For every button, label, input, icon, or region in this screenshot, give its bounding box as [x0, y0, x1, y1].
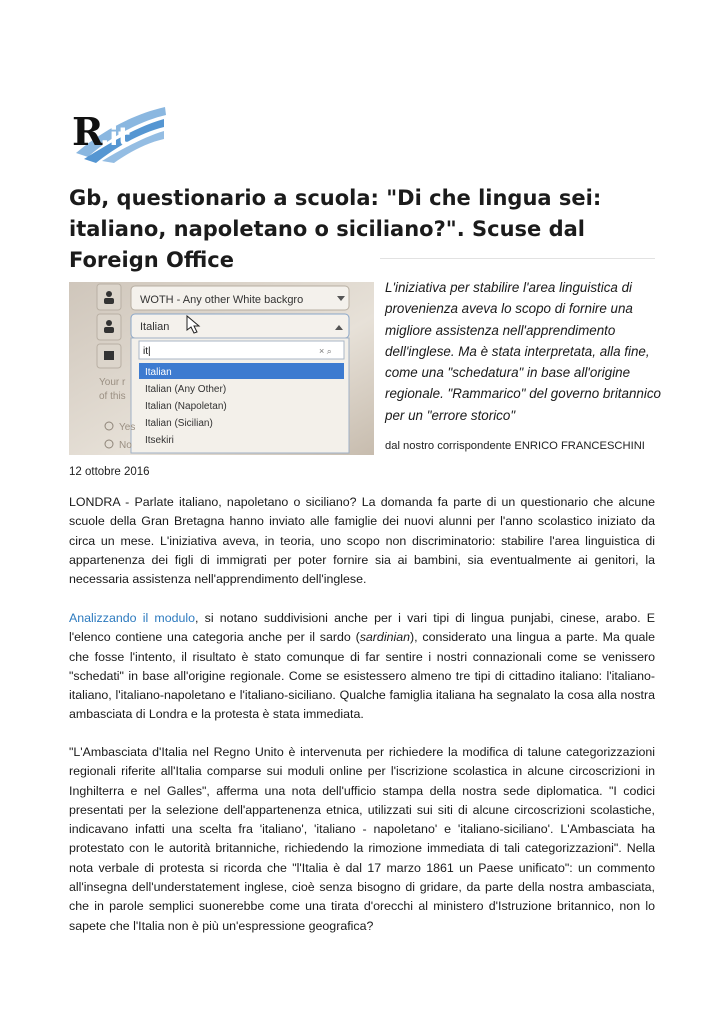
divider — [380, 258, 655, 259]
radio-label: Yes — [119, 422, 136, 433]
article-paragraph-1: LONDRA - Parlate italiano, napoletano o siciliano? La domanda fa parte di un questionario che alcune scuole della Gran Bretagna hanno inviato alle famiglie dei nuovi alunni per l'anno scolastico iniziato da circa un mese. L'iniziativa aveva, in teoria, uno scopo non discriminatorio: stabilire l'area linguistica di appartenenza dei figli di immigrati per poter fornire sia ai bambini, sia eventualmente ai genitori, la necessaria assistenza nell'apprendimento dell'inglese. — [69, 495, 655, 587]
article-paragraph-3: "L'Ambasciata d'Italia nel Regno Unito è intervenuta per richiedere la modifica di talune categorizzazioni regionali riferite all'Italia comparse sui moduli online per l'iscrizione scolastica in alcune circoscrizioni in Inghilterra e nel Galles", afferma una nota dell'ufficio stampa della nostra sede diplomatica. "I codici presentati per la selezione dell'appartenenza etnica, utilizzati sui siti di alcune circoscrizioni scolastiche, indicavano infatti una scelta fra 'italiano', 'italiano - napoletano' e 'italiano-siciliano'. L'Ambasciata ha protestato con le autorità britanniche, richiedendo la rimozione immediata di tali categorizzazioni". Nella nota verbale di protesta si ricorda che "l'Italia è dal 17 marzo 1861 un Paese unificato": un commento all'insegna dell'understatement inglese, cioè senza bisogno di gridare, da parte della nostra ambasciata, che in parole semplici suonerebbe come una tirata d'orecchi al ministero d'Istruzione britannico, non lo sapete che l'Italia non è più un'espressione geografica? — [69, 745, 655, 933]
dropdown-option: Italian (Sicilian) — [145, 418, 213, 429]
field1-value: WOTH - Any other White backgro — [140, 294, 304, 306]
paragraph-text: ), considerato una lingua a parte. Ma quale che fosse l'intento, il risultato è stato comunque di far sentire i nostri connazionali come se venissero "schedati" in base all'origine regionale. Come se esistessero almeno tre tipi di cittadino italiano: l'italiano-italiano, l'italiano-napoletano e l'italiano-siciliano. Qualche famiglia italiana ha segnalato la cosa alla nostra ambasciata di Londra e la protesta è stata immediata. — [69, 630, 655, 722]
logo-it: .it — [100, 122, 131, 151]
bg-text: Your r — [99, 377, 126, 388]
dropdown-option: Italian (Any Other) — [145, 384, 227, 395]
module-link[interactable]: Analizzando il modulo — [69, 611, 196, 625]
dropdown-option: Italian (Napoletan) — [145, 401, 227, 412]
article-byline: dal nostro corrispondente ENRICO FRANCESCHINI — [385, 440, 645, 452]
dropdown-option: Itsekiri — [145, 435, 174, 446]
field2-value: Italian — [140, 321, 170, 333]
article-photo — [69, 282, 374, 455]
dropdown-option: Italian — [145, 367, 172, 378]
article-date: 12 ottobre 2016 — [69, 466, 150, 478]
radio-label: No — [119, 440, 132, 451]
repubblica-logo[interactable] — [70, 103, 170, 165]
paragraph-emphasis: sardinian — [359, 630, 411, 645]
article-standfirst: L'iniziativa per stabilire l'area linguistica di provenienza aveva lo scopo di fornire una migliore assistenza nell'apprendimento dell'inglese. Ma è stata interpretata, alla fine, come una "schedatura" in base all'origine regionale. "Rammarico" del governo britannico per un "errore storico" — [385, 280, 661, 423]
article-paragraph-2 — [69, 609, 655, 725]
paragraph-text: , si notano suddivisioni anche per i vari tipi di lingua punjabi, cinese, arabo. E l'elenco contiene una categoria anche per il sardo ( — [69, 611, 655, 645]
logo-r: R — [72, 109, 104, 154]
svg-text:× ⌕: × ⌕ — [319, 346, 332, 356]
bg-text: of this — [99, 391, 126, 402]
dropdown-search-text: it| — [143, 346, 151, 357]
article-title: Gb, questionario a scuola: "Di che lingua sei: italiano, napoletano o siciliano?". Scuse dal Foreign Office — [69, 186, 602, 272]
